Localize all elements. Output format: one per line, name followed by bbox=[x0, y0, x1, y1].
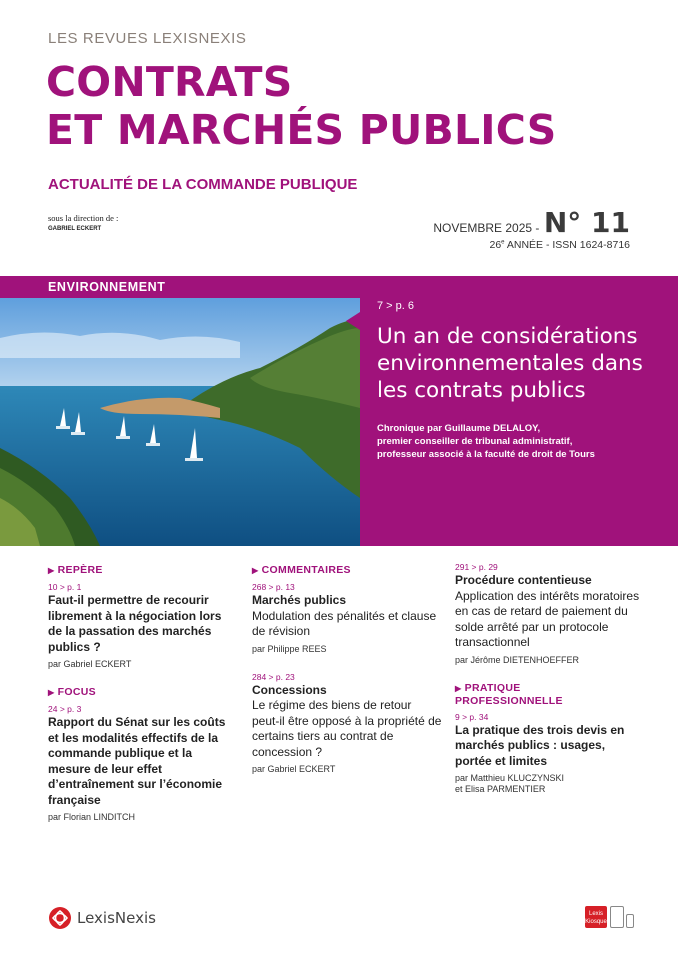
article-ref: 9 > p. 34 bbox=[455, 711, 489, 722]
article-subtitle: Le régime des biens de retour peut-il être opposé à la propriété de certains tiers au contrat de concession ? bbox=[252, 698, 442, 759]
article-author bbox=[455, 773, 645, 795]
lead-credit-line2: premier conseiller de tribunal administratif, bbox=[377, 436, 573, 447]
lead-ref: 7 > p. 6 bbox=[377, 300, 415, 312]
lead-rubric: ENVIRONNEMENT bbox=[48, 280, 166, 294]
article-author: par Florian LINDITCH bbox=[48, 812, 136, 822]
lead-title[interactable]: Un an de considérations environnementales dans les contrats publics bbox=[377, 324, 643, 403]
article-subtitle: Modulation des pénalités et clause de révision bbox=[252, 608, 437, 638]
spacer bbox=[48, 670, 238, 682]
article-title[interactable]: Concessions bbox=[252, 682, 327, 697]
spacer bbox=[455, 666, 645, 678]
article-ref: 284 > p. 23 bbox=[252, 671, 295, 682]
lead-credit bbox=[377, 422, 667, 461]
issue-block bbox=[433, 206, 630, 251]
section-focus bbox=[48, 686, 238, 699]
direction-block bbox=[48, 213, 118, 235]
article-author: par Philippe REES bbox=[252, 643, 327, 654]
section-repere bbox=[48, 564, 238, 577]
kiosque-icon: Lexis Kiosque bbox=[585, 906, 607, 928]
section-pratique bbox=[455, 682, 645, 707]
article-title[interactable]: Marchés publics bbox=[252, 593, 347, 607]
lead-credit-line3: professeur associé à la faculté de droit de Tours bbox=[377, 449, 595, 460]
triangle-right-icon: ▶ bbox=[455, 683, 462, 693]
tablet-icon bbox=[610, 906, 624, 928]
year-issn: ANNÉE - ISSN 1624-8716 bbox=[504, 239, 630, 251]
journal-title-line2: ET MARCHÉS PUBLICS bbox=[46, 106, 557, 154]
triangle-right-icon: ▶ bbox=[48, 566, 55, 575]
column-2 bbox=[252, 560, 442, 775]
article-title[interactable]: Faut-il permettre de recourir librement à la négociation lors de la passation des marchés publics ? bbox=[48, 593, 222, 654]
section-commentaires-label: COMMENTAIRES bbox=[261, 564, 351, 576]
article-author: par Gabriel ECKERT bbox=[252, 764, 336, 774]
section-pratique-label-line2: PROFESSIONNELLE bbox=[455, 694, 563, 707]
publisher-name: LexisNexis bbox=[77, 909, 156, 927]
year-number: 26 bbox=[489, 239, 502, 251]
article-author: par Gabriel ECKERT bbox=[48, 659, 132, 669]
triangle-right-icon: ▶ bbox=[48, 688, 55, 697]
journal-subtitle: ACTUALITÉ DE LA COMMANDE PUBLIQUE bbox=[48, 176, 358, 193]
lexisnexis-knot-icon bbox=[48, 906, 72, 930]
lead-credit-line1: Chronique par Guillaume DELALOY, bbox=[377, 423, 541, 434]
journal-title-line1: CONTRATS bbox=[46, 58, 293, 106]
series-name: LES REVUES LEXISNEXIS bbox=[48, 30, 247, 47]
year-ordinal: e bbox=[501, 239, 505, 246]
lead-notch bbox=[346, 312, 360, 330]
article-title[interactable]: Procédure contentieuse bbox=[455, 573, 592, 587]
section-pratique-label: PRATIQUE bbox=[464, 681, 521, 694]
article-ref: 268 > p. 13 bbox=[252, 582, 295, 592]
article-title[interactable]: La pratique des trois devis en marchés publics : usages, portée et limites bbox=[455, 722, 625, 768]
section-focus-label: FOCUS bbox=[57, 686, 96, 698]
triangle-right-icon: ▶ bbox=[252, 566, 259, 575]
article-ref: 291 > p. 29 bbox=[455, 562, 498, 572]
column-3 bbox=[455, 558, 645, 795]
article-subtitle: Application des intérêts moratoires en cas de retard de paiement du solde arrêté par un protocole transactionnel bbox=[455, 588, 640, 649]
article-author: par Jérôme DIETENHOEFFER bbox=[455, 654, 580, 665]
cover-photo bbox=[0, 298, 360, 546]
issue-year-issn bbox=[433, 239, 630, 251]
column-1 bbox=[48, 560, 238, 823]
journal-title bbox=[46, 58, 557, 154]
article-title[interactable]: Rapport du Sénat sur les coûts et les modalités effectifs de la commande publique et la mesure de leur effet d’entraînement sur l’économie française bbox=[48, 715, 226, 807]
publisher-logo bbox=[48, 906, 156, 930]
director-name: GABRIEL ECKERT bbox=[48, 226, 102, 232]
article-author-line1: par Matthieu KLUCZYNSKI bbox=[455, 773, 565, 783]
issue-date: NOVEMBRE 2025 - bbox=[433, 221, 540, 235]
section-commentaires bbox=[252, 564, 442, 577]
kiosque-badge bbox=[585, 906, 634, 928]
coastal-landscape-image bbox=[0, 298, 360, 546]
article-author-line2: et Elisa PARMENTIER bbox=[455, 784, 546, 794]
phone-icon bbox=[626, 914, 634, 928]
spacer bbox=[252, 655, 442, 667]
article-ref: 24 > p. 3 bbox=[48, 704, 82, 714]
article-ref: 10 > p. 1 bbox=[48, 582, 82, 592]
direction-label: sous la direction de : bbox=[48, 213, 119, 223]
section-repere-label: REPÈRE bbox=[57, 564, 103, 576]
issue-number: N° 11 bbox=[543, 206, 630, 239]
